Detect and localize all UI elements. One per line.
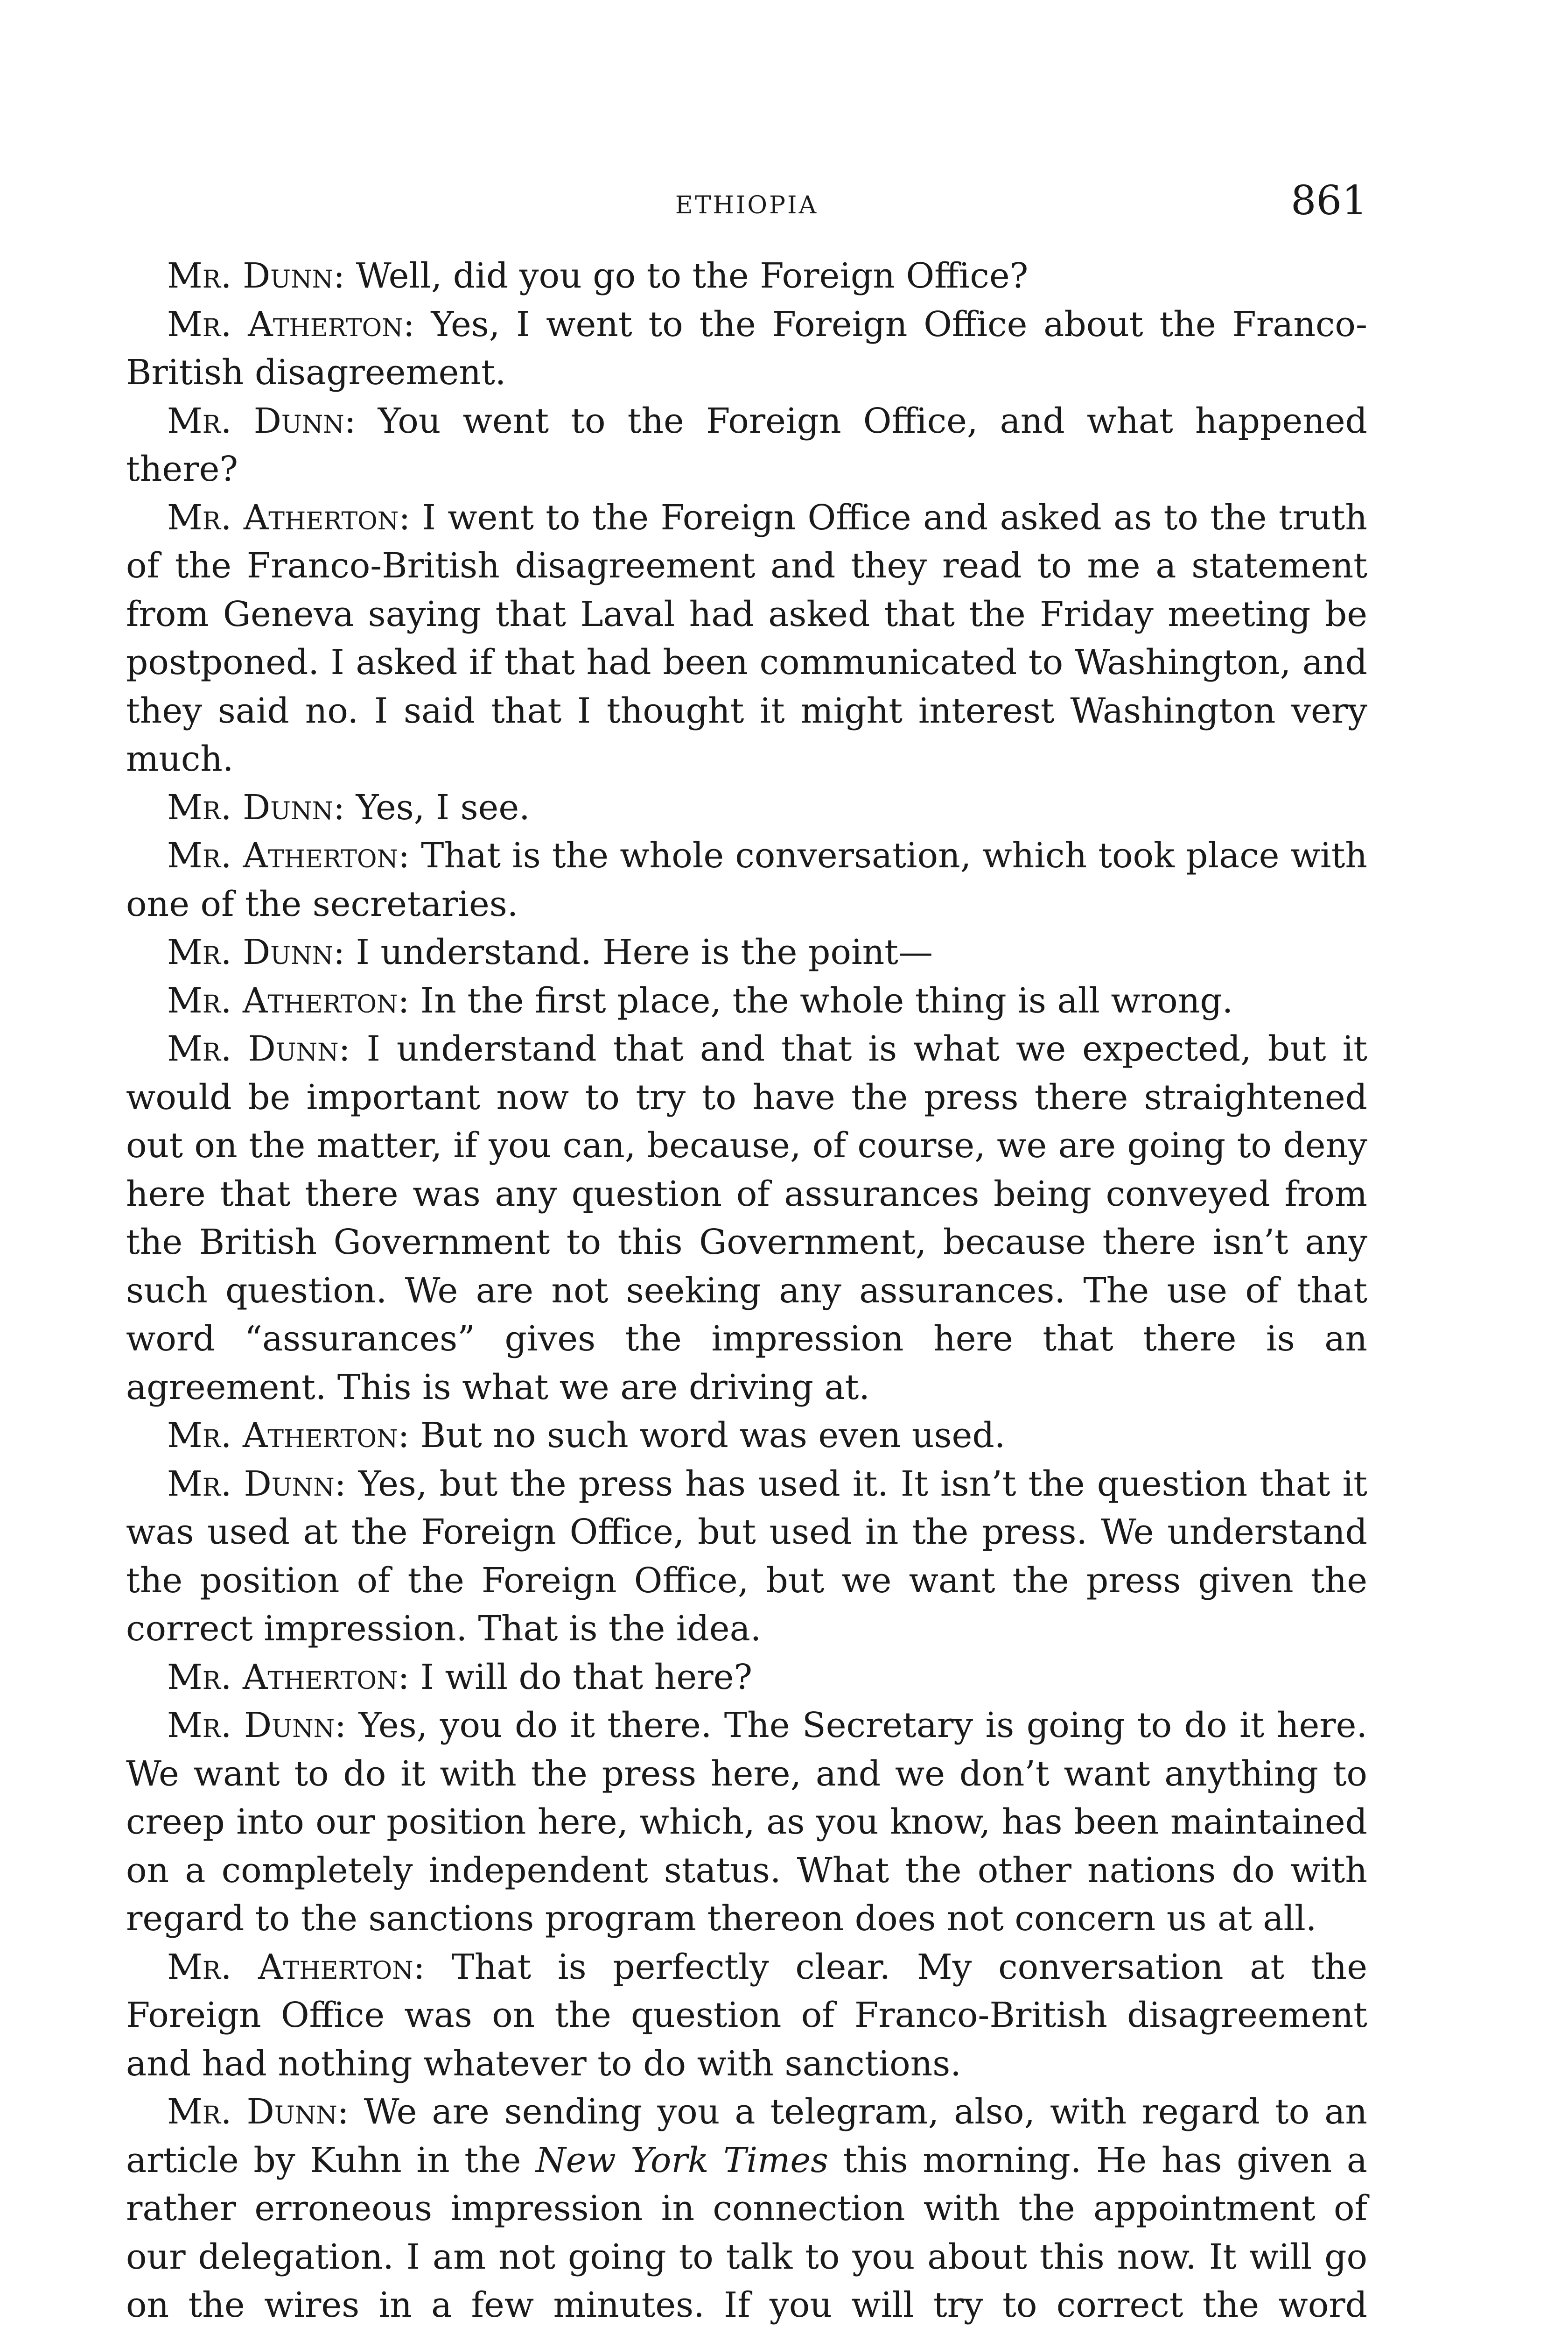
paragraph-text: We are sending you a telegram, also, with regard to an article by Kuhn in the [126, 2092, 1367, 2180]
paragraph: Mr. Dunn: I understand that and that is what we expected, but it would be important now to try to have the press there straightened out on the matter, if you can, because, of course, we are going to deny here that there was any question of assurances being conveyed from the British Government to this Government, because there isn’t any such question. We are not seeking any assurances. The use of that word “assurances” gives the impression here that there is an agreement. This is what we are driving at. [126, 1029, 1367, 1407]
paragraph-text: That is perfectly clear. My conversation at the Foreign Office was on the question of Franco-British disagreement and had nothing whatever to do with sanctions. [126, 1947, 1367, 2084]
speaker-name: Mr. Dunn [167, 932, 334, 972]
paragraph: Mr. Dunn: We are sending you a telegram, also, with regard to an article by Kuhn in the New York Times this morning. He has given a rather erroneous impression in connection with the appointment of our delegation. I am not going to talk to you about this now. It will go on the wires in a few minutes. If you will try to correct the word [126, 2088, 1367, 2334]
paragraph-text: Yes, but the press has used it. It isn’t the question that it was used at the Foreign Office, but used in the press. We understand the position of the Foreign Office, but we want the press given the correct impression. That is the idea. [126, 1463, 1367, 1649]
paragraph: Mr. Atherton: In the first place, the whole thing is all wrong. [167, 980, 1233, 1021]
paragraph: Mr. Atherton: But no such word was even used. [167, 1415, 1006, 1455]
speaker-name: Mr. Dunn [167, 256, 334, 296]
paragraph: Mr. Dunn: Yes, you do it there. The Secretary is going to do it here. We want to do it with the press here, and we don’t want anything to creep into our position here, which, as you know, has been maintained on a completely independent status. What the other nations do with regard to the sanctions program thereon does not concern us at all. [126, 1705, 1367, 1939]
paragraph-text: In the first place, the whole thing is all wrong. [420, 980, 1233, 1021]
paragraph-text: I will do that here? [420, 1657, 753, 1697]
paragraph: Mr. Dunn: I understand. Here is the point— [167, 932, 933, 972]
speaker-name: Mr. Dunn [167, 1463, 335, 1504]
speaker-name: Mr. Dunn [167, 401, 344, 441]
page-number: 861 [1290, 177, 1367, 224]
paragraph: Mr. Atherton: That is perfectly clear. My conversation at the Foreign Office was on the question of Franco-British disagreement and had nothing whatever to do with sanctions. [126, 1947, 1367, 2084]
paragraph-text: I went to the Foreign Office and asked as to the truth of the Franco-British disagreement and they read to me a statement from Geneva saying that Laval had asked that the Friday meeting be postponed. I asked if that had been communicated to Washington, and they said no. I said that I thought it might interest Washington very much. [126, 497, 1367, 779]
speaker-name: Mr. Atherton [167, 1947, 413, 1987]
speaker-name: Mr. Dunn [167, 1029, 339, 1069]
paragraph-text: Yes, I see. [356, 787, 530, 828]
running-head: ETHIOPIA [675, 191, 819, 219]
body-text [126, 252, 1367, 2334]
paragraph: Mr. Dunn: Yes, I see. [167, 787, 530, 828]
paragraph: Mr. Atherton: That is the whole conversation, which took place with one of the secretaries. [126, 836, 1367, 924]
speaker-name: Mr. Dunn [167, 1705, 335, 1745]
paragraph-text: Yes, you do it there. The Secretary is going to do it here. We want to do it with the press here, and we don’t want anything to creep into our position here, which, as you know, has been maintained on a completely independent status. What the other nations do with regard to the sanctions program thereon does not concern us at all. [126, 1705, 1367, 1939]
paragraph-text: I understand. Here is the point— [356, 932, 933, 972]
speaker-name: Mr. Atherton [167, 836, 399, 876]
paragraph: Mr. Dunn: Yes, but the press has used it. It isn’t the question that it was used at the Foreign Office, but used in the press. We understand the position of the Foreign Office, but we want the press given the correct impression. That is the idea. [126, 1463, 1367, 1649]
paragraph: Mr. Dunn: Well, did you go to the Foreign Office? [167, 256, 1029, 296]
paragraph-text: Yes, I went to the Foreign Office about the Franco-British disagreement. [126, 304, 1367, 393]
paragraph: Mr. Dunn: You went to the Foreign Office, and what happened there? [126, 401, 1367, 489]
speaker-name: Mr. Atherton [167, 497, 399, 538]
page-header [126, 177, 1367, 229]
paragraph-text: I understand that and that is what we expected, but it would be important now to try to have the press there straightened out on the matter, if you can, because, of course, we are going to deny here that there was any question of assurances being conveyed from the British Government to this Government, because there isn’t any such question. We are not seeking any assurances. The use of that word “assurances” gives the impression here that there is an agreement. This is what we are driving at. [126, 1029, 1367, 1407]
speaker-name: Mr. Dunn [167, 2092, 337, 2132]
paragraph-text: Well, did you go to the Foreign Office? [356, 256, 1029, 296]
speaker-name: Mr. Dunn [167, 787, 334, 828]
speaker-name: Mr. Atherton [167, 1657, 398, 1697]
speaker-name: Mr. Atherton [167, 980, 398, 1021]
speaker-name: Mr. Atherton [167, 304, 403, 344]
paragraph: Mr. Atherton: I will do that here? [167, 1657, 753, 1697]
paragraph-text: That is the whole conversation, which took place with one of the secretaries. [126, 836, 1367, 924]
paragraph-text: But no such word was even used. [420, 1415, 1006, 1455]
document-page [126, 177, 1367, 2334]
newspaper-title: New York Times [535, 2140, 829, 2180]
paragraph: Mr. Atherton: I went to the Foreign Office and asked as to the truth of the Franco-British disagreement and they read to me a statement from Geneva saying that Laval had asked that the Friday meeting be postponed. I asked if that had been communicated to Washington, and they said no. I said that I thought it might interest Washington very much. [126, 497, 1367, 779]
paragraph-text: this morning. He has given a rather erroneous impression in connection with the appointment of our delegation. I am not going to talk to you about this now. It will go on the wires in a few minutes. If you will try to correct the word [126, 2140, 1368, 2325]
paragraph-text: You went to the Foreign Office, and what happened there? [126, 401, 1367, 489]
speaker-name: Mr. Atherton [167, 1415, 398, 1455]
paragraph: Mr. Atherton: Yes, I went to the Foreign Office about the Franco-British disagreement. [126, 304, 1367, 393]
